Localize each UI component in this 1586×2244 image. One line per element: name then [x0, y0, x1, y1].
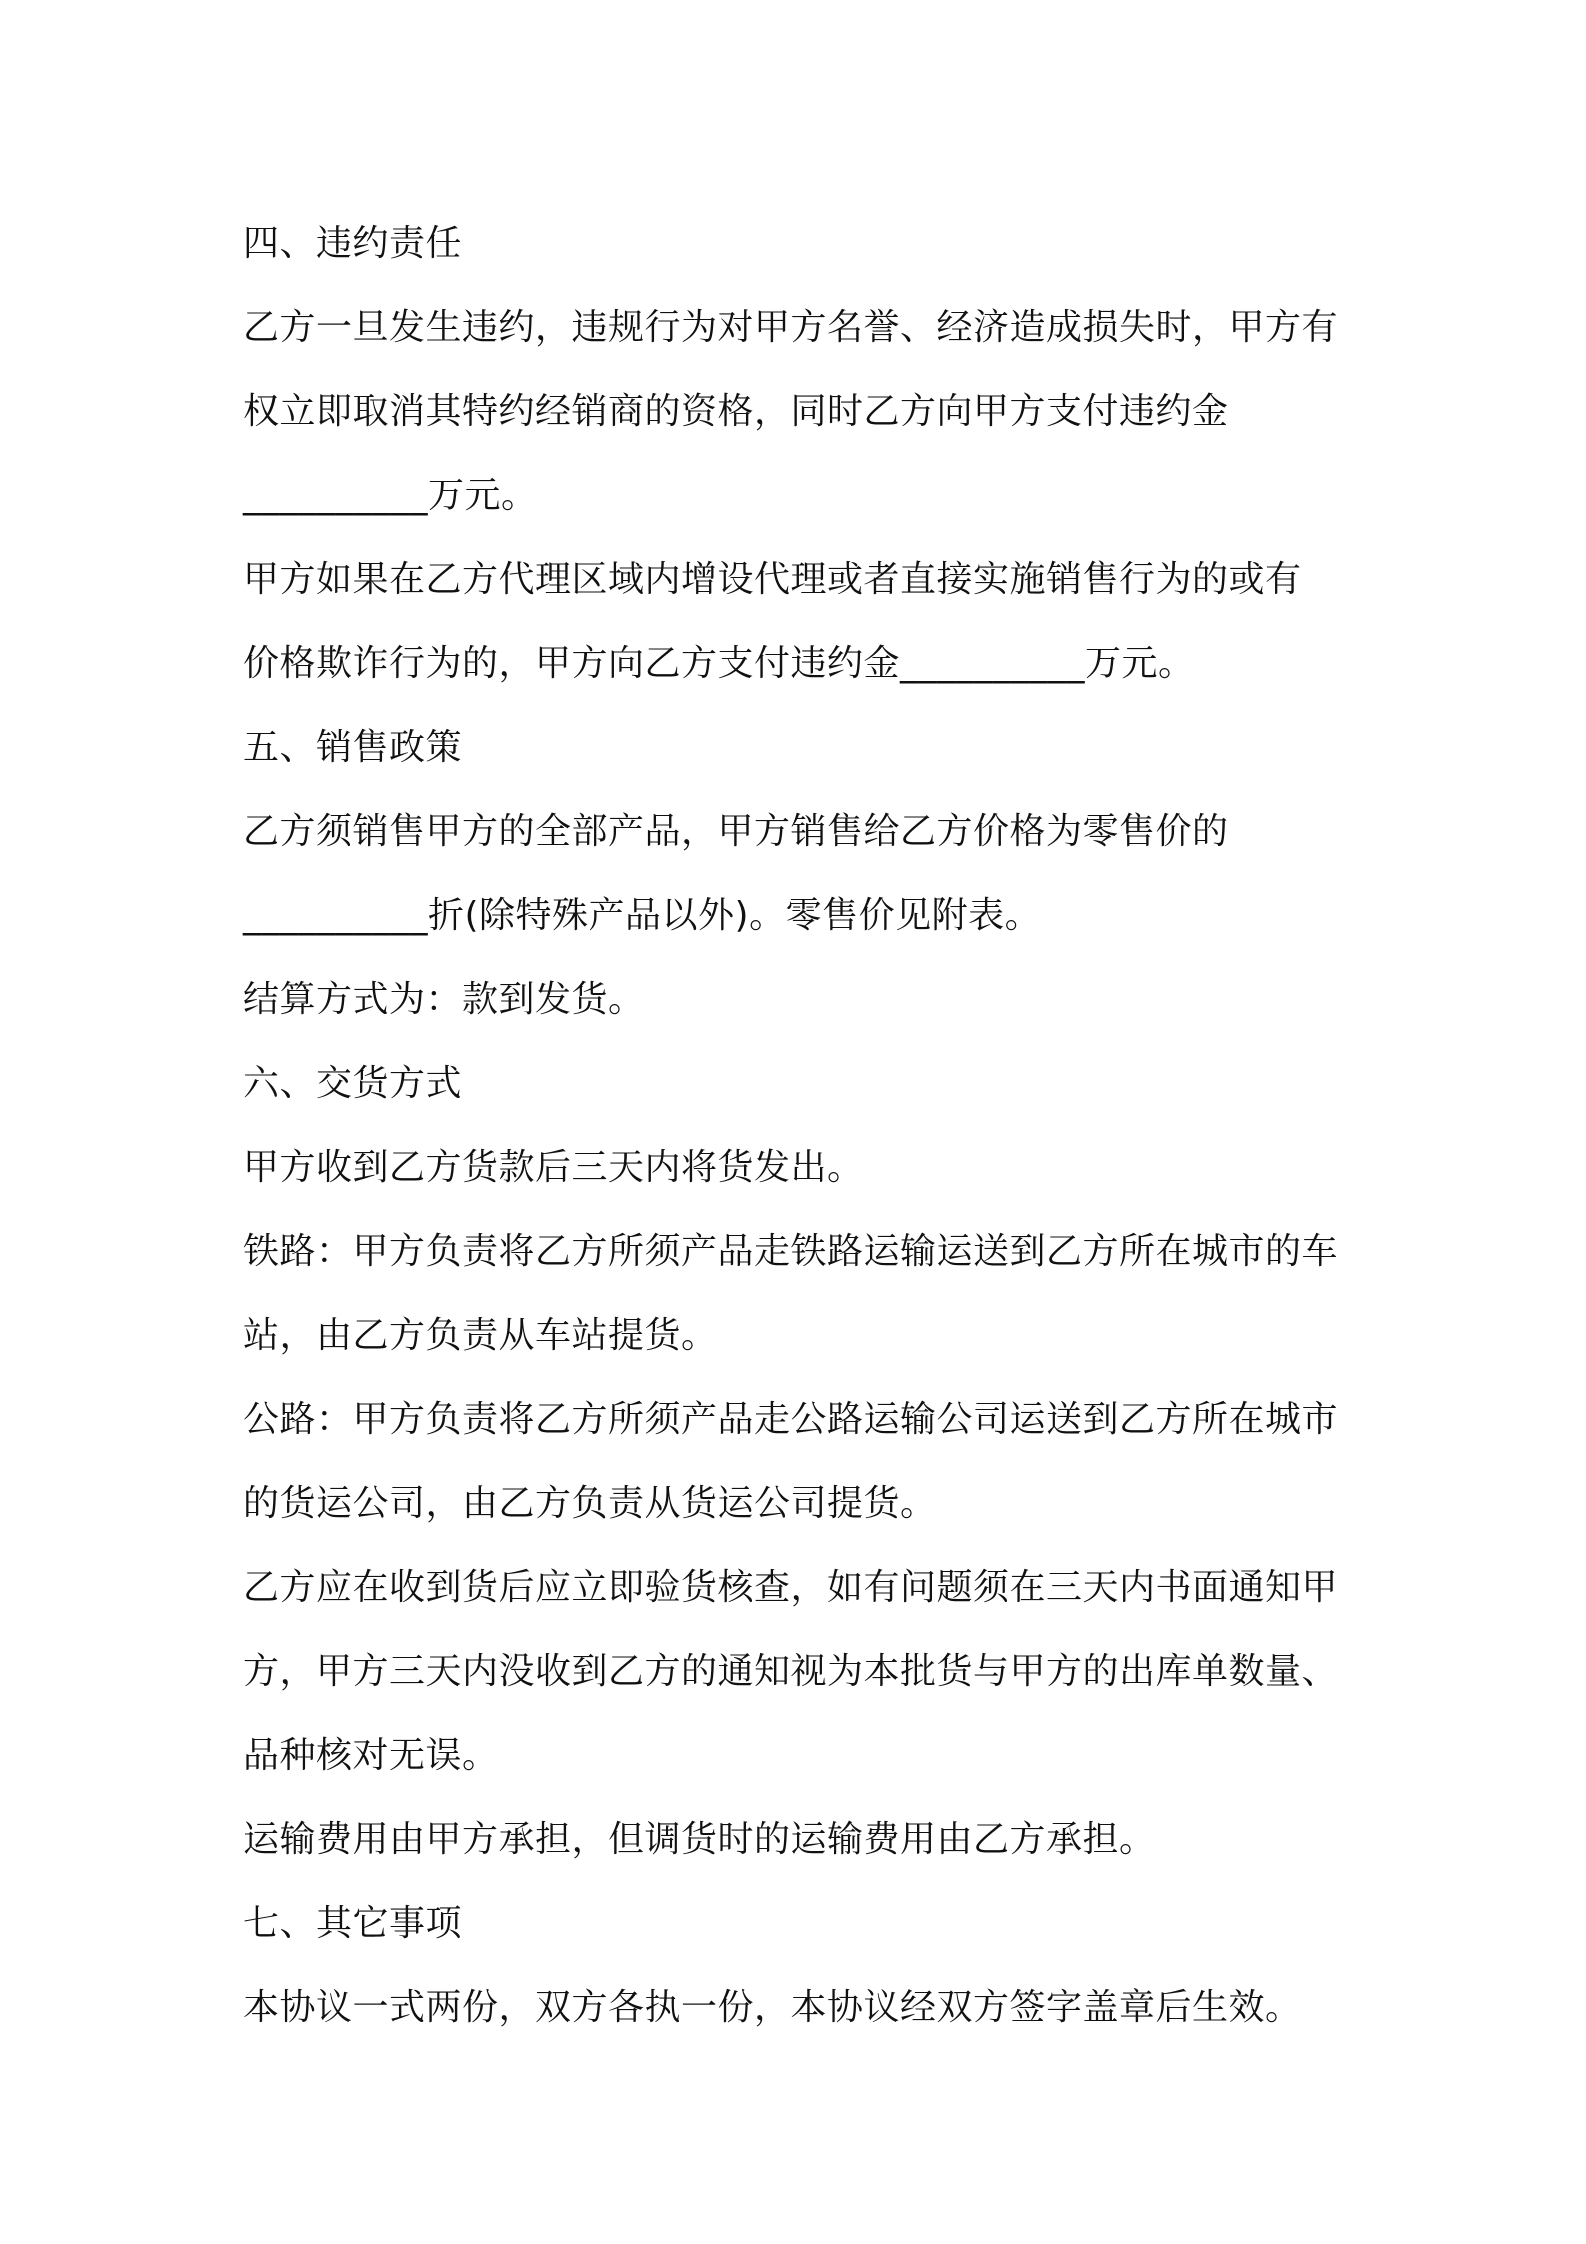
paragraph-line: __________万元。	[243, 475, 538, 516]
paragraph-line: 价格欺诈行为的，甲方向乙方支付违约金__________万元。	[243, 643, 1195, 684]
paragraph-line: 结算方式为：款到发货。	[243, 979, 645, 1020]
section-heading-breach: 四、违约责任	[243, 223, 463, 264]
paragraph-line: 甲方如果在乙方代理区域内增设代理或者直接实施销售行为的或有	[243, 559, 1302, 600]
paragraph-line: 方，甲方三天内没收到乙方的通知视为本批货与甲方的出库单数量、	[243, 1651, 1339, 1692]
paragraph-line: 站，由乙方负责从车站提货。	[243, 1315, 718, 1356]
section-heading-other-matters: 七、其它事项	[243, 1903, 463, 1944]
paragraph-line: 本协议一式两份，双方各执一份，本协议经双方签字盖章后生效。	[243, 1987, 1302, 2028]
paragraph-line: 乙方须销售甲方的全部产品，甲方销售给乙方价格为零售价的	[243, 811, 1229, 852]
paragraph-line: 的货运公司，由乙方负责从货运公司提货。	[243, 1483, 937, 1524]
section-heading-sales-policy: 五、销售政策	[243, 727, 463, 768]
paragraph-line: 铁路：甲方负责将乙方所须产品走铁路运输运送到乙方所在城市的车	[243, 1231, 1339, 1272]
paragraph-line: 公路：甲方负责将乙方所须产品走公路运输公司运送到乙方所在城市	[243, 1399, 1339, 1440]
paragraph-line: 品种核对无误。	[243, 1735, 499, 1776]
contract-text	[243, 202, 1363, 2050]
paragraph-line: 运输费用由甲方承担，但调货时的运输费用由乙方承担。	[243, 1819, 1156, 1860]
paragraph-line: 乙方一旦发生违约，违规行为对甲方名誉、经济造成损失时，甲方有	[243, 307, 1339, 348]
paragraph-line: __________折(除特殊产品以外)。零售价见附表。	[243, 895, 1042, 936]
paragraph-line: 权立即取消其特约经销商的资格，同时乙方向甲方支付违约金	[243, 391, 1229, 432]
section-heading-delivery: 六、交货方式	[243, 1063, 463, 1104]
paragraph-line: 乙方应在收到货后应立即验货核查，如有问题须在三天内书面通知甲	[243, 1567, 1339, 1608]
paragraph-line: 甲方收到乙方货款后三天内将货发出。	[243, 1147, 864, 1188]
